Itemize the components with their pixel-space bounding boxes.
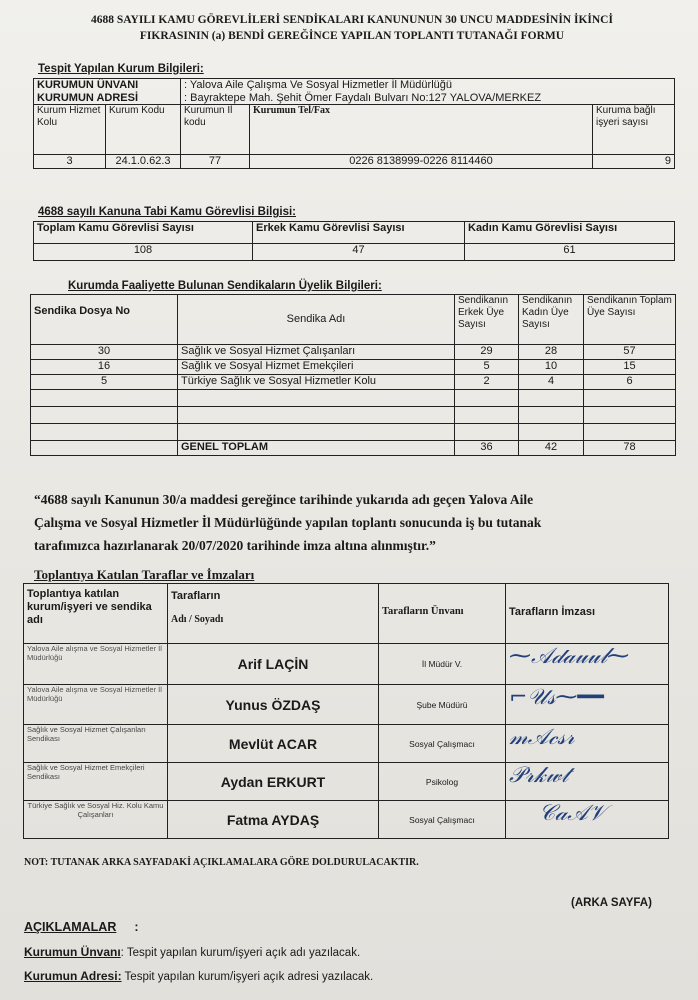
signature-image <box>506 685 669 725</box>
taraf-ad: Mevlüt ACAR <box>168 725 379 763</box>
adres-label: KURUMUN ADRESİ <box>34 92 181 105</box>
val-kurum-kodu: 24.1.0.62.3 <box>106 155 181 169</box>
sendika-name: Türkiye Sağlık ve Sosyal Hizmetler Kolu <box>178 375 455 390</box>
sendika-kadin: 10 <box>519 360 584 375</box>
taraf-unvan: Şube Müdürü <box>379 685 506 725</box>
val-isyeri-sayisi: 9 <box>593 155 675 169</box>
col-erkek-gorevli: Erkek Kamu Görevlisi Sayısı <box>253 222 465 244</box>
col-kadin-uye: Sendikanın Kadın Üye Sayısı <box>519 295 584 345</box>
col-tel-fax: Kurumun Tel/Fax <box>250 105 593 155</box>
col-kadin-gorevli: Kadın Kamu Görevlisi Sayısı <box>465 222 675 244</box>
unvan-label: KURUMUN ÜNVANI <box>34 79 181 92</box>
arka-sayfa: (ARKA SAYFA) <box>571 897 652 909</box>
signature-image <box>506 763 669 801</box>
taraf-ad: Yunus ÖZDAŞ <box>168 685 379 725</box>
statement-line3: tarafımızca hazırlanarak 20/07/2020 tarihinde imza altına alınmıştır.” <box>34 538 436 553</box>
empty-row <box>31 390 676 407</box>
taraf-unvan: İl Müdür V. <box>379 644 506 685</box>
adres-value: : Bayraktepe Mah. Şehit Ömer Faydalı Bulvarı No:127 YALOVA/MERKEZ <box>181 92 675 105</box>
sendika-section-title: Kurumda Faaliyette Bulunan Sendikaların Üyelik Bilgileri: <box>68 280 382 292</box>
form-title-line2: FIKRASININ (a) BENDİ GEREĞİNCE YAPILAN TOPLANTI TUTANAĞI FORMU <box>139 30 565 42</box>
taraf-kurum: Türkiye Sağlık ve Sosyal Hiz. Kolu Kamu Çalışanları <box>24 801 168 839</box>
unvan-value: : Yalova Aile Çalışma Ve Sosyal Hizmetler İl Müdürlüğü <box>181 79 675 92</box>
col-ad-title: Tarafların <box>171 590 221 602</box>
sendika-toplam: 6 <box>584 375 676 390</box>
empty-row <box>31 424 676 441</box>
sendika-no: 30 <box>31 345 178 360</box>
col-toplam-uye: Sendikanın Toplam Üye Sayısı <box>584 295 676 345</box>
col-ad-sub: Adı / Soyadı <box>171 614 224 625</box>
sendika-row <box>31 360 676 375</box>
signature-scribble: 𝒞𝒶𝒜𝒱 <box>539 801 607 826</box>
col-hizmet-kolu: Kurum Hizmet Kolu <box>34 105 106 155</box>
taraf-row <box>24 763 669 801</box>
val-hizmet-kolu: 3 <box>34 155 106 169</box>
taraf-unvan: Psikolog <box>379 763 506 801</box>
signature-image <box>506 801 669 839</box>
taraf-unvan: Sosyal Çalışmacı <box>379 801 506 839</box>
gorevli-section-title: 4688 sayılı Kanuna Tabi Kamu Görevlisi Bilgisi: <box>38 206 296 218</box>
aciklama-unvan <box>24 945 360 959</box>
kurum-section-title: Tespit Yapılan Kurum Bilgileri: <box>38 63 204 75</box>
aciklamalar-title <box>24 920 139 934</box>
col-kurum-kodu: Kurum Kodu <box>106 105 181 155</box>
sendika-toplam: 15 <box>584 360 676 375</box>
signature-image <box>506 725 669 763</box>
sendika-no: 5 <box>31 375 178 390</box>
col-isyeri-sayisi: Kuruma bağlı işyeri sayısı <box>593 105 675 155</box>
col-ad-soyad <box>168 584 379 644</box>
taraf-kurum: Yalova Aile alışma ve Sosyal Hizmetler İl Müdürlüğü <box>24 644 168 685</box>
sendika-toplam: 57 <box>584 345 676 360</box>
taraflar-section-title: Toplantıya Katılan Taraflar ve İmzaları <box>34 567 255 582</box>
signature-image <box>506 644 669 685</box>
taraf-ad: Aydan ERKURT <box>168 763 379 801</box>
signature-scribble: 𝓂𝒜𝒸𝓈𝓇 <box>509 725 575 750</box>
sendika-name: Sağlık ve Sosyal Hizmet Emekçileri <box>178 360 455 375</box>
taraf-ad: Arif LAÇİN <box>168 644 379 685</box>
sendika-name: Sağlık ve Sosyal Hizmet Çalışanları <box>178 345 455 360</box>
genel-toplam-row <box>31 441 676 456</box>
aciklama-unvan-label: Kurumun Ünvanı <box>24 945 121 959</box>
val-erkek-gorevli: 47 <box>253 244 465 261</box>
aciklama-adres-label: Kurumun Adresi: <box>24 969 122 983</box>
aciklama-adres-text: Tespit yapılan kurum/işyeri açık adresi yazılacak. <box>121 971 374 983</box>
genel-toplam-label: GENEL TOPLAM <box>178 441 455 456</box>
aciklamalar-colon: : <box>134 920 139 934</box>
taraf-unvan: Sosyal Çalışmacı <box>379 725 506 763</box>
statement-line2: Çalışma ve Sosyal Hizmetler İl Müdürlüğünde yapılan toplantı sonucunda iş bu tutanak <box>34 515 542 530</box>
taraf-kurum: Yalova Aile alışma ve Sosyal Hizmetler İl Müdürlüğü <box>24 685 168 725</box>
col-toplam-gorevli: Toplam Kamu Görevlisi Sayısı <box>34 222 253 244</box>
val-toplam-gorevli: 108 <box>34 244 253 261</box>
val-kadin-gorevli: 61 <box>465 244 675 261</box>
genel-toplam-kadin: 42 <box>519 441 584 456</box>
sendika-row <box>31 375 676 390</box>
taraflar-table <box>23 583 669 839</box>
sendika-kadin: 4 <box>519 375 584 390</box>
signature-scribble: ⌐𝒰𝓈⁓━━ <box>509 685 604 710</box>
gorevli-table <box>33 221 675 261</box>
sendika-erkek: 5 <box>455 360 519 375</box>
col-imza: Tarafların İmzası <box>506 584 669 644</box>
genel-toplam-toplam: 78 <box>584 441 676 456</box>
sendika-no: 16 <box>31 360 178 375</box>
col-unvan: Tarafların Ünvanı <box>379 584 506 644</box>
sendika-erkek: 2 <box>455 375 519 390</box>
genel-toplam-erkek: 36 <box>455 441 519 456</box>
col-il-kodu: Kurumun İl kodu <box>181 105 250 155</box>
aciklama-unvan-text: : Tespit yapılan kurum/işyeri açık adı yazılacak. <box>120 947 361 959</box>
col-dosya-no: Sendika Dosya No <box>31 295 178 345</box>
note-text: NOT: TUTANAK ARKA SAYFADAKİ AÇIKLAMALARA GÖRE DOLDURULACAKTIR. <box>24 857 419 868</box>
sendika-kadin: 28 <box>519 345 584 360</box>
aciklama-adres <box>24 969 373 983</box>
taraf-kurum: Sağlık ve Sosyal Hizmet Çalışanları Sendikası <box>24 725 168 763</box>
taraf-ad: Fatma AYDAŞ <box>168 801 379 839</box>
signature-scribble: 𝒫𝓇𝓀𝓌𝓉 <box>509 763 569 788</box>
val-tel-fax: 0226 8138999-0226 8114460 <box>250 155 593 169</box>
taraf-row <box>24 725 669 763</box>
signature-scribble: ⁓𝒜𝒹𝒶𝓊𝓊𝓁⁓ <box>509 644 630 669</box>
kurum-info-table <box>33 78 675 169</box>
form-title-line1: 4688 SAYILI KAMU GÖREVLİLERİ SENDİKALARI KANUNUNUN 30 UNCU MADDESİNİN İKİNCİ <box>91 14 613 26</box>
col-kurum-sendika: Toplantıya katılan kurum/işyeri ve sendika adı <box>24 584 168 644</box>
sendika-row <box>31 345 676 360</box>
taraf-row <box>24 685 669 725</box>
empty-row <box>31 407 676 424</box>
sendika-table <box>30 294 676 456</box>
taraf-row <box>24 801 669 839</box>
taraf-kurum: Sağlık ve Sosyal Hizmet Emekçileri Sendikası <box>24 763 168 801</box>
val-il-kodu: 77 <box>181 155 250 169</box>
col-sendika-adi: Sendika Adı <box>178 295 455 345</box>
aciklamalar-label: AÇIKLAMALAR <box>24 920 117 934</box>
col-erkek-uye: Sendikanın Erkek Üye Sayısı <box>455 295 519 345</box>
statement-line1: “4688 sayılı Kanunun 30/a maddesi gereğince tarihinde yukarıda adı geçen Yalova Aile <box>34 492 534 507</box>
sendika-erkek: 29 <box>455 345 519 360</box>
taraf-row <box>24 644 669 685</box>
